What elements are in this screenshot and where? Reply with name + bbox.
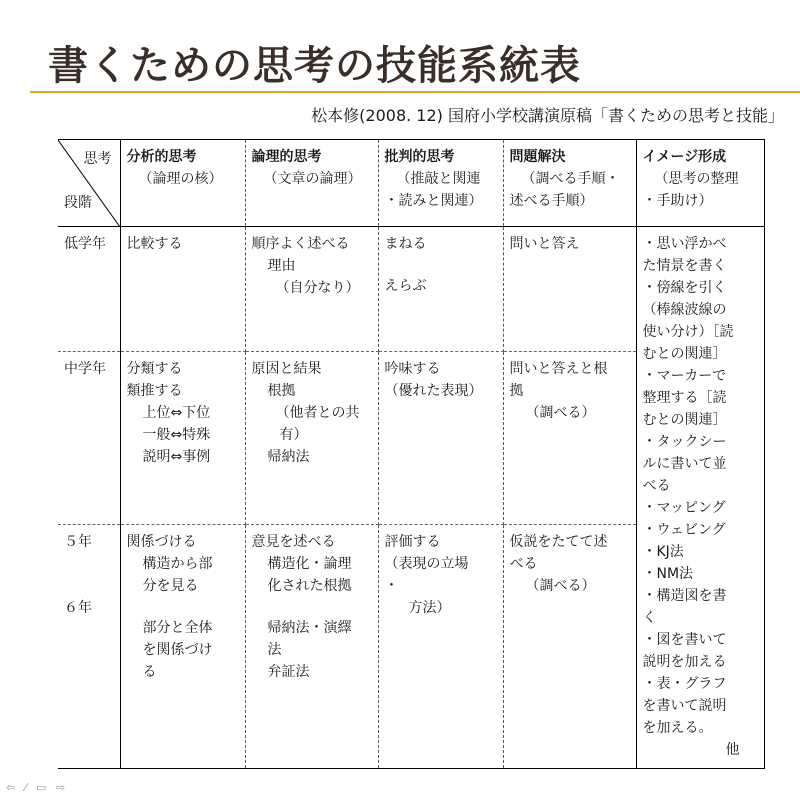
cell-problem [503,525,636,769]
cell-image-formation [636,227,764,769]
cell-line: 帰納法・演繹 [267,620,352,636]
corner-top-label: 思考 [83,151,112,167]
image-item: べる [642,478,671,494]
skills-table [58,139,765,769]
subtitle: 松本修(2008. 12) 国府小学校講演原稿「書くための思考と技能」 [311,106,784,125]
cell-problem [503,227,636,352]
stage-6: ６年 [64,600,92,616]
col-sub: （文章の論理） [263,171,362,187]
image-item: ・表・グラフ [642,676,727,692]
cell-line: 拠 [509,383,524,399]
col-sub: （思考の整理 [654,171,739,187]
cell-line: （調べる） [525,405,596,421]
cell-line: 理由 [267,258,296,274]
cell-line: 関係づける [126,534,197,550]
cell-line: 根拠 [267,383,296,399]
cell-line: （調べる） [525,578,596,594]
image-item: 他 [725,742,740,758]
image-item: を加える。 [642,720,713,736]
image-item: むとの関連］ [642,346,727,362]
row-lower-grades [58,227,764,352]
cell-line: 分類する [126,361,183,377]
image-item: ・NM法 [642,566,694,582]
col-title: 批判的思考 [384,149,455,165]
col-header-critical [378,140,503,227]
cell-analytic [120,352,245,525]
image-item: 説明を加える [642,654,727,670]
col-sub: （調べる手順・ [521,171,620,187]
cell-line: 分を見る [142,578,199,594]
cell-line: 弁証法 [267,664,310,680]
corner-bottom-label: 段階 [64,195,92,211]
cell-line: を関係づけ [142,642,213,658]
cell-line: 原因と結果 [251,361,322,377]
cell-line: 部分と全体 [142,620,213,636]
cell-line: えらぶ [384,278,427,294]
image-item: 整理する［読 [642,390,727,406]
cell-line: べる [509,556,538,572]
col-header-analytic [120,140,245,227]
col-title: イメージ形成 [642,149,727,165]
col-sub: （推敲と関連 [396,171,481,187]
page-title: 書くための思考の技能系統表 [48,43,581,89]
cell-logical [245,352,378,525]
stage-cell [58,525,120,769]
stage-cell: 低学年 [58,227,120,352]
cell-logical [245,525,378,769]
cell-line: 比較する [126,236,183,252]
cell-analytic [120,227,245,352]
cell-line: 法 [267,642,282,658]
cell-line: まねる [384,236,427,252]
image-item: ルに書いて並 [642,456,727,472]
cell-line: 順序よく述べる [251,236,350,252]
title-underline [30,91,800,93]
corner-cell [58,140,120,227]
col-sub: （論理の核） [138,171,223,187]
cell-line: 有） [279,427,308,443]
cell-line: 構造から部 [142,556,213,572]
image-item: ・ウェビング [642,522,726,538]
cell-problem [503,352,636,525]
cell-line: 説明⇔事例 [142,449,211,465]
image-item: を書いて説明 [642,698,727,714]
cell-line: 上位⇔下位 [142,405,211,421]
image-item: （棒線波線の [642,302,727,318]
cell-logical [245,227,378,352]
cell-line: 化された根拠 [267,578,352,594]
cell-line: 構造化・論理 [267,556,352,572]
col-title: 問題解決 [509,149,566,165]
cell-line: 問いと答えと根 [509,361,608,377]
col-header-problem [503,140,636,227]
image-item: ・タックシー [642,434,727,450]
cell-line: （表現の立場 [384,556,469,572]
col-header-image [636,140,764,227]
col-title: 分析的思考 [126,149,197,165]
cell-line: ・ [384,578,399,594]
header-row [58,140,764,227]
cell-line: 仮説をたてて述 [509,534,608,550]
image-item: むとの関連］ [642,412,727,428]
col-sub: ・読みと関連） [384,193,483,209]
image-item: た情景を書く [642,258,727,274]
cell-line: （優れた表現） [384,383,483,399]
col-sub: 述べる手順） [509,193,594,209]
slide-nav-controls[interactable]: ⇦ ⁄ ▭ ⇨ [6,781,69,794]
image-item: ・傍線を引く [642,280,727,296]
image-item: ・思い浮かべ [642,236,727,252]
cell-line: （自分なり） [275,280,360,296]
cell-critical [378,525,503,769]
cell-line: 方法） [408,600,451,616]
image-item: ・マーカーで [642,368,727,384]
cell-line: 帰納法 [267,449,310,465]
image-item: ・マッピング [642,500,726,516]
image-item: ・構造図を書 [642,588,727,604]
cell-line: 意見を述べる [251,534,336,550]
cell-critical [378,352,503,525]
image-item: ・図を書いて [642,632,727,648]
stage-cell: 中学年 [58,352,120,525]
cell-line: 吟味する [384,361,441,377]
col-title: 論理的思考 [251,149,322,165]
image-item: 使い分け）［読 [642,324,734,340]
cell-critical [378,227,503,352]
col-header-logical [245,140,378,227]
cell-line: 評価する [384,534,441,550]
cell-analytic [120,525,245,769]
stage-5: ５年 [64,534,92,550]
cell-line: 問いと答え [509,236,580,252]
image-item: く [642,610,657,626]
cell-line: 一般⇔特殊 [142,427,211,443]
cell-line: （他者との共 [275,405,360,421]
cell-line: 類推する [126,383,183,399]
col-sub: ・手助け） [642,193,713,209]
cell-line: る [142,664,157,680]
image-item: ・KJ法 [642,544,684,560]
